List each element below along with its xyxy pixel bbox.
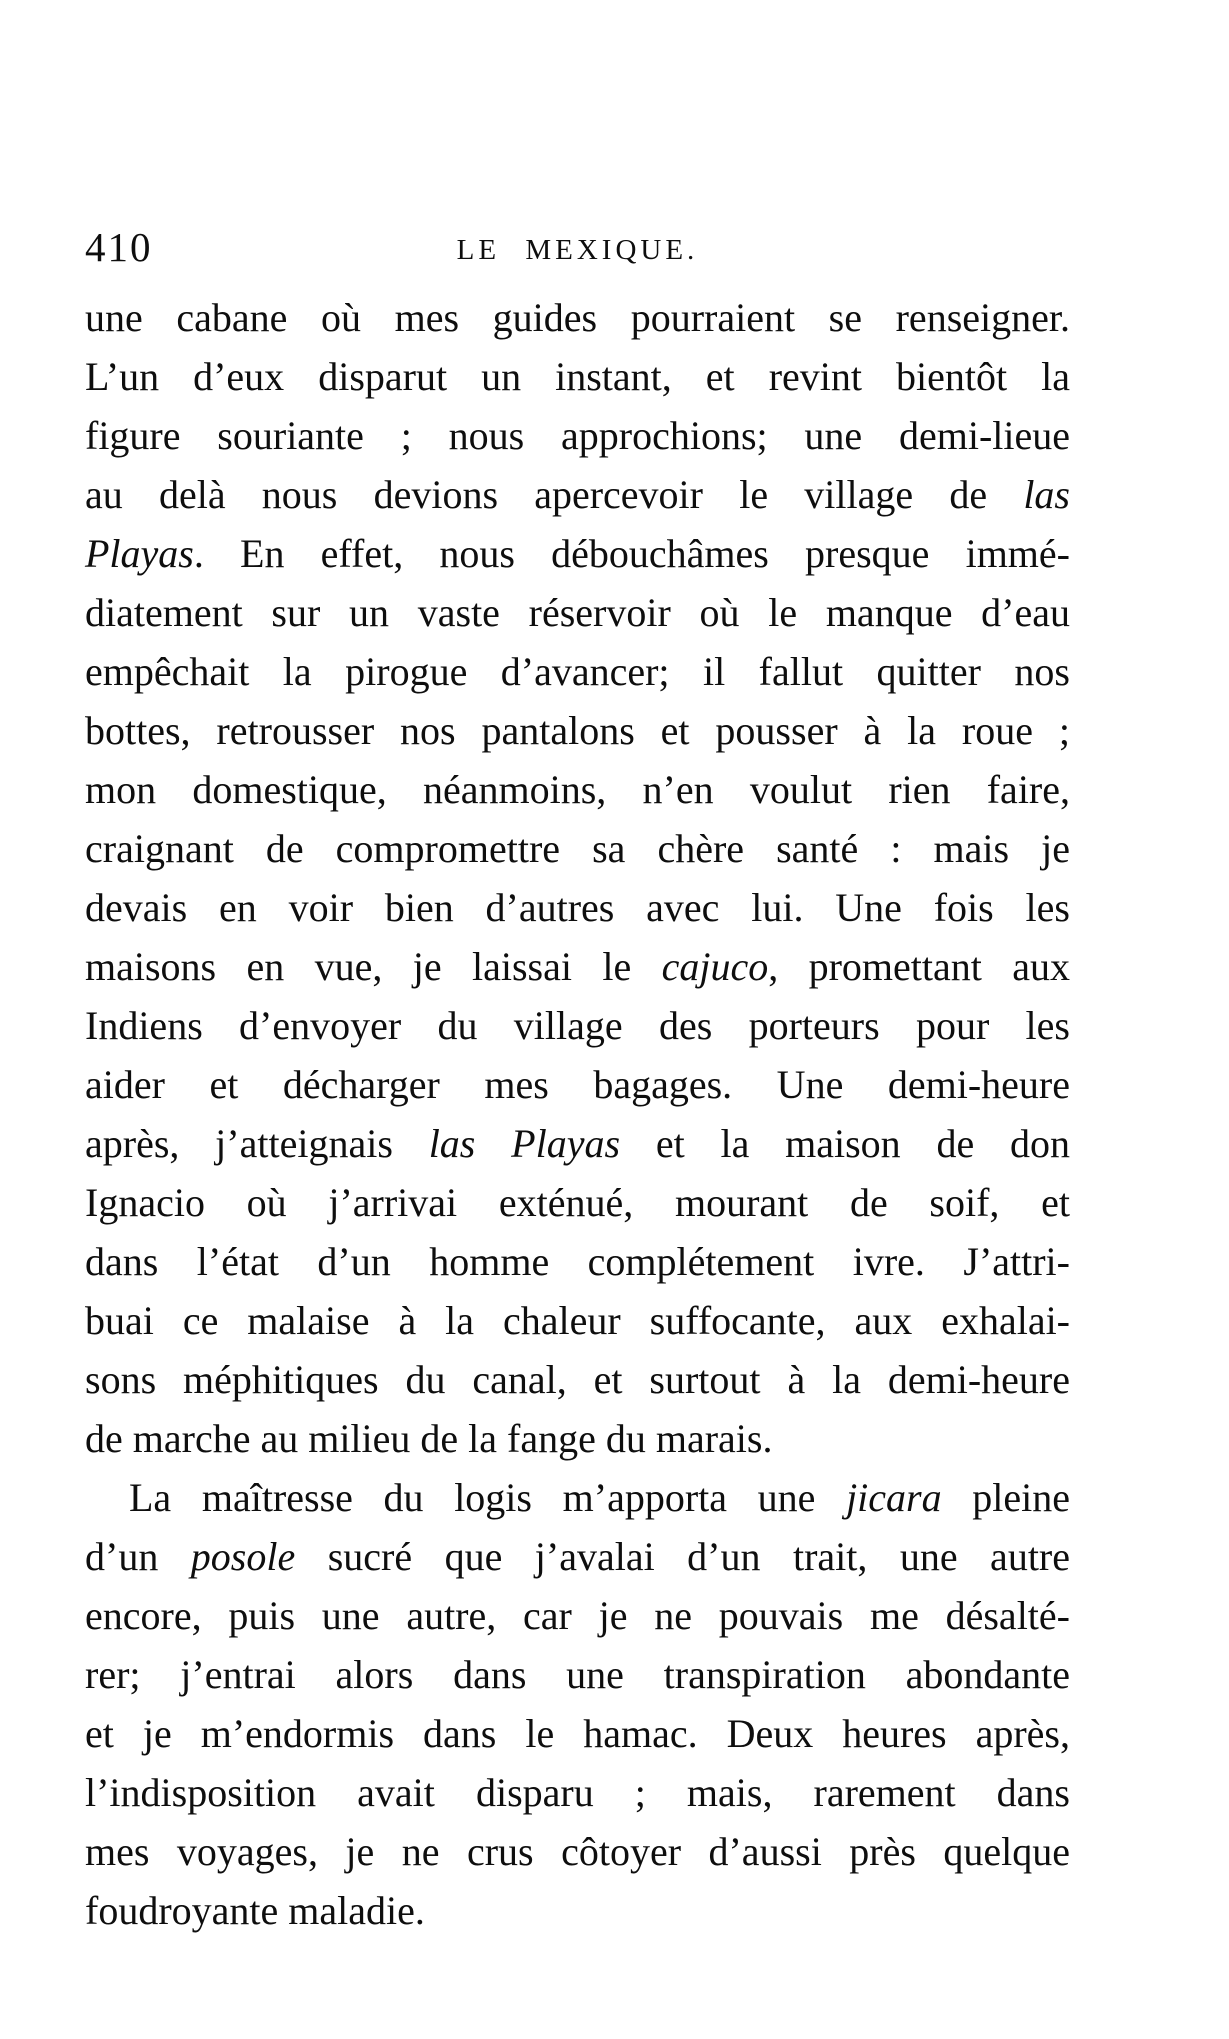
text-segment: Ignacio où j’arrivai exténué, mourant de soif, et [85,1180,1070,1225]
text-segment: craignant de compromettre sa chère santé : mais je [85,826,1070,871]
text-line [85,1232,1070,1291]
text-segment: aider et décharger mes bagages. Une demi-heure [85,1062,1070,1107]
italic-text: posole [190,1534,296,1579]
italic-text: cajuco [661,944,769,989]
text-segment: devais en voir bien d’autres avec lui. Une fois les [85,885,1070,930]
page-header [85,218,1070,268]
italic-text: Playas [85,531,194,576]
text-line [85,878,1070,937]
text-line [85,1822,1070,1881]
text-segment: sons méphitiques du canal, et surtout à la demi-heure [85,1357,1070,1402]
text-segment: maisons en vue, je laissai le [85,944,662,989]
text-segment: au delà nous devions apercevoir le village de [85,472,1024,517]
text-segment: l’indisposition avait disparu ; mais, rarement dans [85,1770,1070,1815]
text-segment: figure souriante ; nous approchions; une demi-lieue [85,413,1070,458]
text-segment: après, j’atteignais [85,1121,429,1166]
text-line [85,1350,1070,1409]
text-line [85,1704,1070,1763]
text-segment: , promettant aux [768,944,1070,989]
text-line [85,1527,1070,1586]
running-title: LE MEXIQUE. [456,234,699,266]
text-line [85,406,1070,465]
text-segment: sucré que j’avalai d’un trait, une autre [295,1534,1071,1579]
text-segment: empêchait la pirogue d’avancer; il fallut quitter nos [85,649,1070,694]
text-line [85,1468,1070,1527]
text-line [85,583,1070,642]
text-segment: pleine [941,1475,1070,1520]
text-segment: . En effet, nous débouchâmes presque immé- [193,531,1070,576]
text-line [85,288,1070,347]
italic-text: las Playas [428,1121,621,1166]
text-line [85,1055,1070,1114]
text-line [85,1763,1070,1822]
text-segment: et la maison de don [620,1121,1071,1166]
text-segment: encore, puis une autre, car je ne pouvais me désalté- [85,1593,1070,1638]
text-line [85,760,1070,819]
text-segment: bottes, retrousser nos pantalons et pousser à la roue ; [85,708,1070,753]
italic-text: las [1023,472,1070,517]
text-line [85,642,1070,701]
text-line [85,996,1070,1055]
text-segment: Indiens d’envoyer du village des porteurs pour les [85,1003,1070,1048]
text-line [85,1291,1070,1350]
text-segment: rer; j’entrai alors dans une transpiration abondante [85,1652,1070,1697]
text-line [85,347,1070,406]
text-segment: mes voyages, je ne crus côtoyer d’aussi près quelque [85,1829,1070,1874]
text-line [85,937,1070,996]
text-line [85,465,1070,524]
text-segment: foudroyante maladie. [85,1888,425,1933]
text-segment: mon domestique, néanmoins, n’en voulut rien faire, [85,767,1070,812]
text-line [85,1173,1070,1232]
text-segment: une cabane où mes guides pourraient se renseigner. [85,295,1070,340]
text-segment: La maîtresse du logis m’apporta une [129,1475,847,1520]
text-line [85,1114,1070,1173]
paragraph [85,1468,1070,1940]
text-line [85,1409,1070,1468]
text-segment: d’un [85,1534,191,1579]
italic-text: jicara [846,1475,942,1520]
text-segment: dans l’état d’un homme complétement ivre. J’attri- [85,1239,1070,1284]
paragraph [85,288,1070,1468]
text-segment: L’un d’eux disparut un instant, et revint bientôt la [85,354,1070,399]
page-number: 410 [85,224,153,270]
page-body [85,288,1070,1940]
text-line [85,1645,1070,1704]
text-segment: buai ce malaise à la chaleur suffocante, aux exhalai- [85,1298,1070,1343]
text-segment: diatement sur un vaste réservoir où le manque d’eau [85,590,1070,635]
text-line [85,524,1070,583]
text-line [85,1881,1070,1940]
text-line [85,819,1070,878]
text-segment: de marche au milieu de la fange du marais. [85,1416,773,1461]
text-segment: et je m’endormis dans le hamac. Deux heures après, [85,1711,1070,1756]
text-line [85,1586,1070,1645]
text-line [85,701,1070,760]
